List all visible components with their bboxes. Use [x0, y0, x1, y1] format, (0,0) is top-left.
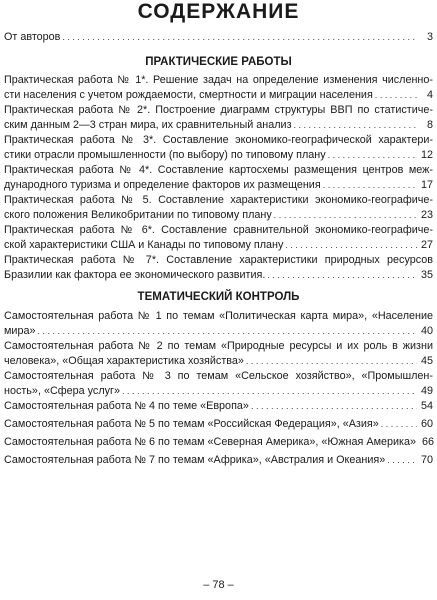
- toc-entry-independent-5[interactable]: [4, 417, 433, 432]
- dot-leader: [375, 88, 417, 103]
- toc-entry-text: Самостоятельная работа № 1 по темам «Политическая карта мира», «Население: [4, 310, 433, 322]
- toc-entry-authors[interactable]: [4, 30, 433, 45]
- dot-leader: [37, 324, 417, 339]
- page-number: 4: [426, 89, 433, 101]
- page-number: 45: [420, 355, 433, 367]
- page-number: 17: [420, 179, 433, 191]
- dot-leader: [294, 118, 417, 133]
- toc-entry-independent-6[interactable]: [4, 435, 433, 450]
- dot-leader: [285, 238, 417, 253]
- toc-entry-text: Самостоятельная работа № 2 по темам «Природные ресурсы и их роль в жизни: [4, 340, 433, 352]
- toc-entry-practical-7[interactable]: [4, 253, 433, 283]
- dot-leader: [274, 208, 417, 223]
- dot-leader: [381, 417, 417, 432]
- toc-entry-text: ность», «Сфера услуг»: [4, 385, 120, 397]
- dot-leader: [62, 30, 417, 45]
- page-number: 3: [426, 31, 433, 43]
- toc-entry-independent-4[interactable]: [4, 399, 433, 414]
- toc-entry-text: От авторов: [4, 31, 61, 43]
- toc-entry-independent-1[interactable]: [4, 309, 433, 339]
- toc-entry-text: Бразилии как фактора ее экономического развития.: [4, 269, 266, 281]
- toc-entry-text: Практическая работа № 3*. Составление экономико-географической характери-: [4, 134, 433, 146]
- page-number: 70: [420, 454, 433, 466]
- toc-entry-text: ского положения Великобритании по типовому плану: [4, 209, 272, 221]
- page-number: 60: [420, 418, 433, 430]
- page-title: СОДЕРЖАНИЕ: [137, 0, 300, 23]
- dot-leader: [267, 268, 417, 283]
- toc-entry-practical-4[interactable]: [4, 163, 433, 193]
- page-number: 12: [420, 149, 433, 161]
- dot-leader: [246, 354, 417, 369]
- section-heading-control: ТЕМАТИЧЕСКИЙ КОНТРОЛЬ: [137, 291, 300, 303]
- toc-entry-text: ской характеристики США и Канады по типовому плану: [4, 239, 284, 251]
- page-number: 40: [420, 325, 433, 337]
- page-number: 8: [426, 119, 433, 131]
- toc-entry-text: Практическая работа № 7*. Составление характеристики природных ресурсов: [4, 254, 433, 266]
- dot-leader: [328, 148, 417, 163]
- toc-entry-text: человека», «Общая характеристика хозяйства»: [4, 355, 244, 367]
- toc-entry-text: Практическая работа № 2*. Построение диаграмм структуры ВВП по статистиче-: [4, 104, 433, 116]
- page-number: 27: [420, 239, 433, 251]
- toc-entry-practical-1[interactable]: [4, 73, 433, 103]
- toc-entry-text: стики отрасли промышленности (по выбору) по типовому плану: [4, 149, 326, 161]
- toc-entry-text: Практическая работа № 1*. Решение задач на определение изменения численно-: [4, 74, 433, 86]
- toc-entry-text: ским данным 2—3 стран мира, их сравнительный анализ: [4, 119, 292, 131]
- toc-entry-text: Самостоятельная работа № 6 по темам «Северная Америка», «Южная Америка»: [4, 436, 417, 448]
- dot-leader: [387, 453, 417, 468]
- dot-leader: [323, 178, 417, 193]
- toc-entry-text: Практическая работа № 5. Составление характеристики экономико-географиче-: [4, 194, 433, 206]
- toc-entry-text: сти населения с учетом рождаемости, смертности и миграции населения: [4, 89, 373, 101]
- page-number: 23: [420, 209, 433, 221]
- toc-entry-text: Самостоятельная работа № 5 по темам «Российская Федерация», «Азия»: [4, 418, 379, 430]
- toc-entry-text: Практическая работа № 4*. Составление картосхемы размещения центров меж-: [4, 164, 433, 176]
- toc-entry-independent-2[interactable]: [4, 339, 433, 369]
- page-number: 49: [420, 385, 433, 397]
- toc-entry-text: Практическая работа № 6*. Составление сравнительной экономико-географиче-: [4, 224, 433, 236]
- toc-entry-practical-6[interactable]: [4, 223, 433, 253]
- page-number: 54: [420, 400, 433, 412]
- page-footer-number: – 78 –: [203, 579, 234, 591]
- dot-leader: [251, 399, 417, 414]
- toc-entry-text: Самостоятельная работа № 7 по темам «Африка», «Австралия и Океания»: [4, 454, 386, 466]
- toc-entry-independent-7[interactable]: [4, 453, 433, 468]
- toc-entry-practical-2[interactable]: [4, 103, 433, 133]
- page-number: 66: [422, 436, 435, 448]
- toc-entry-text: Самостоятельная работа № 4 по теме «Европа»: [4, 400, 249, 412]
- toc-entry-text: мира»: [4, 325, 36, 337]
- toc-entry-text: дународного туризма и определение факторов их размещения: [4, 179, 321, 191]
- toc-entry-practical-3[interactable]: [4, 133, 433, 163]
- toc-entry-text: Самостоятельная работа № 3 по темам «Сельское хозяйство», «Промышлен-: [4, 370, 433, 382]
- dot-leader: [122, 384, 417, 399]
- page-number: 35: [420, 269, 433, 281]
- toc-entry-independent-3[interactable]: [4, 369, 433, 399]
- toc-entry-practical-5[interactable]: [4, 193, 433, 223]
- section-heading-practical: ПРАКТИЧЕСКИЕ РАБОТЫ: [145, 56, 292, 68]
